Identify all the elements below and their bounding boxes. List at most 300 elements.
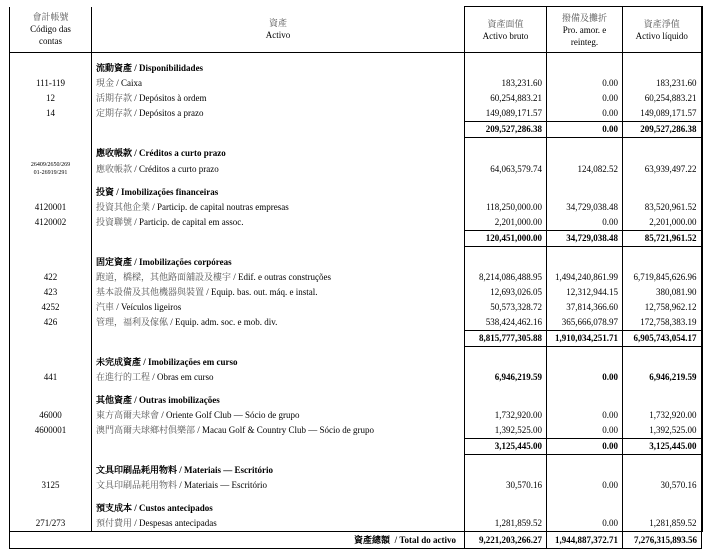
empty-cell <box>92 177 465 185</box>
account-code: 4600001 <box>10 423 92 439</box>
empty-cell <box>623 247 702 256</box>
empty-cell <box>623 347 702 356</box>
total-label-pt: Total do activo <box>399 534 456 545</box>
table-row <box>10 161 702 177</box>
empty-cell <box>92 331 465 347</box>
separator: / <box>114 78 122 88</box>
empty-cell <box>92 53 465 62</box>
subtotal-row <box>10 331 702 347</box>
empty-cell <box>465 355 547 370</box>
empty-cell <box>623 146 702 161</box>
subtotal-gross: 3,125,445.00 <box>465 439 547 455</box>
amortization-value: 1,494,240,861.99 <box>547 270 623 285</box>
empty-cell <box>623 493 702 501</box>
description-cn: 文具印刷品耗用物料 <box>96 480 178 490</box>
amortization-value: 37,814,366.60 <box>547 300 623 315</box>
total-label: 資產總額 / Total do activo <box>10 532 465 549</box>
description-cn: 投資聯號 <box>96 217 133 228</box>
subtotal-row <box>10 439 702 455</box>
separator: / <box>177 465 185 475</box>
subtotal-gross: 120,451,000.00 <box>465 231 547 247</box>
empty-cell <box>465 463 547 478</box>
spacer-row <box>10 347 702 356</box>
header-gross-cn: 資產面值 <box>487 18 524 29</box>
subtotal-gross: 209,527,286.38 <box>465 122 547 138</box>
empty-cell <box>623 393 702 408</box>
header-code-cn: 會計帳號 <box>32 12 69 23</box>
empty-cell <box>10 53 92 62</box>
subtotal-net: 209,527,286.38 <box>623 122 702 138</box>
empty-cell <box>92 247 465 256</box>
subtotal-amortization: 1,910,034,251.71 <box>547 331 623 347</box>
amortization-value: 12,312,944.15 <box>547 285 623 300</box>
section-title-row <box>10 255 702 270</box>
subtotal-amortization: 34,729,038.48 <box>547 231 623 247</box>
header-asset-pt: Activo <box>265 30 291 41</box>
account-description <box>92 200 465 215</box>
account-code: 12 <box>10 91 92 106</box>
gross-value: 2,201,000.00 <box>465 215 547 231</box>
spacer-row <box>10 177 702 185</box>
account-description <box>92 76 465 91</box>
header-net-cn: 資產淨值 <box>643 18 680 29</box>
separator: / <box>132 148 140 158</box>
account-code: 111-119 <box>10 76 92 91</box>
section-title <box>92 146 465 161</box>
empty-cell <box>10 231 92 247</box>
account-code: 4252 <box>10 300 92 315</box>
section-title <box>92 393 465 408</box>
section-title-cn: 其他資產 <box>96 395 133 405</box>
account-code <box>10 161 92 177</box>
subtotal-row <box>10 231 702 247</box>
section-title <box>92 501 465 516</box>
account-code: 422 <box>10 270 92 285</box>
empty-cell <box>547 385 623 393</box>
description-pt: Macau Golf & Country Club — Sócio de grupo <box>202 425 375 436</box>
header-account-code <box>10 7 92 53</box>
description-cn: 在進行的工程 <box>96 372 151 382</box>
header-net <box>623 7 702 53</box>
table-row <box>10 270 702 285</box>
subtotal-net: 3,125,445.00 <box>623 439 702 455</box>
separator: / <box>204 287 212 297</box>
net-value: 1,281,859.52 <box>623 516 702 532</box>
description-pt: Particip. de capital em assoc. <box>139 217 244 228</box>
table-row <box>10 423 702 439</box>
account-description <box>92 161 465 177</box>
empty-cell <box>10 355 92 370</box>
empty-cell <box>465 501 547 516</box>
separator: / <box>177 480 185 490</box>
description-pt: Equip. adm. soc. e mob. div. <box>175 317 278 328</box>
description-pt: Veículos ligeiros <box>121 302 182 312</box>
empty-cell <box>10 439 92 455</box>
account-description <box>92 215 465 231</box>
description-cn: 管理，福利及傢俬 <box>96 317 169 328</box>
gross-value: 183,231.60 <box>465 76 547 91</box>
section-title-pt: Disponibilidades <box>139 63 204 73</box>
account-description <box>92 423 465 439</box>
net-value: 149,089,171.57 <box>623 106 702 122</box>
table-row <box>10 315 702 331</box>
separator: / <box>150 202 158 212</box>
separator: / <box>150 372 158 382</box>
spacer-row <box>10 385 702 393</box>
amortization-value: 0.00 <box>547 408 623 423</box>
table-row <box>10 408 702 423</box>
description-pt: Obras em curso <box>157 372 214 382</box>
empty-cell <box>465 455 547 464</box>
description-cn: 基本設備及其他機器與裝置 <box>96 287 205 297</box>
section-title <box>92 355 465 370</box>
section-title-row <box>10 355 702 370</box>
spacer-row <box>10 247 702 256</box>
total-amortization: 1,944,887,372.71 <box>547 532 623 549</box>
account-description <box>92 478 465 493</box>
empty-cell <box>10 61 92 76</box>
description-pt: Edif. e outras construções <box>238 272 332 282</box>
empty-cell <box>623 455 702 464</box>
gross-value: 64,063,579.74 <box>465 161 547 177</box>
empty-cell <box>465 185 547 200</box>
account-code-line2: 01-26919/291 <box>33 170 68 176</box>
empty-cell <box>547 393 623 408</box>
amortization-value: 0.00 <box>547 370 623 385</box>
amortization-value: 0.00 <box>547 76 623 91</box>
empty-cell <box>547 347 623 356</box>
section-title-pt: Custos antecipados <box>139 503 213 513</box>
header-asset <box>92 7 465 53</box>
net-value: 183,231.60 <box>623 76 702 91</box>
table-body <box>10 53 702 532</box>
balance-sheet-assets <box>9 6 701 545</box>
account-code: 3125 <box>10 478 92 493</box>
empty-cell <box>10 493 92 501</box>
total-net: 7,276,315,893.56 <box>623 532 702 549</box>
amortization-value: 0.00 <box>547 106 623 122</box>
spacer-row <box>10 455 702 464</box>
net-value: 12,758,962.12 <box>623 300 702 315</box>
account-description <box>92 315 465 331</box>
separator: / <box>132 93 140 103</box>
empty-cell <box>10 185 92 200</box>
empty-cell <box>10 255 92 270</box>
account-code: 46000 <box>10 408 92 423</box>
account-code: 271/273 <box>10 516 92 532</box>
empty-cell <box>92 347 465 356</box>
empty-cell <box>547 61 623 76</box>
empty-cell <box>92 455 465 464</box>
section-title <box>92 185 465 200</box>
section-title <box>92 61 465 76</box>
empty-cell <box>92 231 465 247</box>
header-amor-pt1: Pro. amor. e <box>562 24 607 35</box>
empty-cell <box>10 247 92 256</box>
account-description <box>92 408 465 423</box>
net-value: 60,254,883.21 <box>623 91 702 106</box>
empty-cell <box>10 393 92 408</box>
section-title <box>92 463 465 478</box>
spacer-row <box>10 493 702 501</box>
net-value: 30,570.16 <box>623 478 702 493</box>
separator: / <box>132 257 140 267</box>
description-cn: 汽車 <box>96 302 115 312</box>
section-title-cn: 應收帳款 <box>96 148 133 158</box>
gross-value: 50,573,328.72 <box>465 300 547 315</box>
gross-value: 8,214,086,488.95 <box>465 270 547 285</box>
empty-cell <box>547 355 623 370</box>
separator: / <box>132 217 140 228</box>
empty-cell <box>10 146 92 161</box>
description-cn: 東方高爾夫球會 <box>96 410 160 420</box>
empty-cell <box>547 247 623 256</box>
description-cn: 定期存款 <box>96 108 133 119</box>
header-amortization <box>547 7 623 53</box>
table-row <box>10 106 702 122</box>
section-title-cn: 投資 <box>96 187 115 197</box>
description-cn: 預付費用 <box>96 518 133 528</box>
section-title-pt: Materiais — Escritório <box>184 465 274 475</box>
empty-cell <box>623 355 702 370</box>
gross-value: 12,693,026.05 <box>465 285 547 300</box>
empty-cell <box>465 385 547 393</box>
amortization-value: 34,729,038.48 <box>547 200 623 215</box>
spacer-row <box>10 138 702 147</box>
description-cn: 活期存款 <box>96 93 133 103</box>
empty-cell <box>465 347 547 356</box>
account-code: 423 <box>10 285 92 300</box>
separator: / <box>159 410 167 420</box>
table-row <box>10 300 702 315</box>
separator: / <box>114 187 122 197</box>
section-title <box>92 255 465 270</box>
total-label-cn: 資產總額 <box>354 534 391 545</box>
empty-cell <box>10 455 92 464</box>
total-row <box>10 532 702 549</box>
empty-cell <box>465 146 547 161</box>
table-header-row <box>10 7 702 53</box>
net-value: 1,392,525.00 <box>623 423 702 439</box>
description-cn: 現金 <box>96 78 115 88</box>
empty-cell <box>10 347 92 356</box>
gross-value: 149,089,171.57 <box>465 106 547 122</box>
subtotal-amortization: 0.00 <box>547 122 623 138</box>
amortization-value: 0.00 <box>547 478 623 493</box>
description-pt: Créditos a curto prazo <box>139 163 219 174</box>
empty-cell <box>10 331 92 347</box>
description-pt: Oriente Golf Club — Sócio de grupo <box>166 410 300 420</box>
description-pt: Caixa <box>121 78 143 88</box>
header-net-pt: Activo líquido <box>635 30 688 41</box>
description-cn: 跑道，橋樑，其他路面舖設及樓宇 <box>96 272 232 282</box>
account-code: 426 <box>10 315 92 331</box>
header-code-pt1: Código das <box>30 24 71 35</box>
account-description <box>92 300 465 315</box>
empty-cell <box>92 385 465 393</box>
empty-cell <box>465 177 547 185</box>
net-value: 83,520,961.52 <box>623 200 702 215</box>
section-title-cn: 預支成本 <box>96 503 133 513</box>
net-value: 172,758,383.19 <box>623 315 702 331</box>
empty-cell <box>547 493 623 501</box>
table-row <box>10 478 702 493</box>
section-title-cn: 文具印刷品耗用物料 <box>96 465 178 475</box>
account-code: 441 <box>10 370 92 385</box>
account-description <box>92 370 465 385</box>
assets-table <box>9 6 703 549</box>
net-value: 6,719,845,626.96 <box>623 270 702 285</box>
empty-cell <box>10 385 92 393</box>
gross-value: 6,946,219.59 <box>465 370 547 385</box>
section-title-row <box>10 146 702 161</box>
subtotal-net: 6,905,743,054.17 <box>623 331 702 347</box>
empty-cell <box>547 255 623 270</box>
section-title-pt: Créditos a curto prazo <box>139 148 226 158</box>
section-title-row <box>10 185 702 200</box>
empty-cell <box>547 53 623 62</box>
section-title-pt: Imobilizações financeiras <box>121 187 219 197</box>
gross-value: 60,254,883.21 <box>465 91 547 106</box>
amortization-value: 0.00 <box>547 215 623 231</box>
empty-cell <box>623 53 702 62</box>
separator: / <box>168 317 176 328</box>
gross-value: 30,570.16 <box>465 478 547 493</box>
empty-cell <box>465 493 547 501</box>
header-asset-cn: 資產 <box>268 18 287 29</box>
empty-cell <box>623 185 702 200</box>
empty-cell <box>10 138 92 147</box>
amortization-value: 0.00 <box>547 423 623 439</box>
table-row <box>10 200 702 215</box>
account-code: 4120002 <box>10 215 92 231</box>
separator: / <box>132 63 140 73</box>
header-code-pt2: contas <box>39 36 62 47</box>
section-title-row <box>10 463 702 478</box>
empty-cell <box>547 455 623 464</box>
description-cn: 投資其他企業 <box>96 202 151 212</box>
empty-cell <box>10 122 92 138</box>
empty-cell <box>465 393 547 408</box>
empty-cell <box>547 177 623 185</box>
empty-cell <box>465 247 547 256</box>
empty-cell <box>92 122 465 138</box>
empty-cell <box>465 53 547 62</box>
section-title-pt: Imobilizações em curso <box>148 357 238 367</box>
amortization-value: 0.00 <box>547 516 623 532</box>
empty-cell <box>547 501 623 516</box>
table-row <box>10 370 702 385</box>
section-title-pt: Imobilizações corpóreas <box>139 257 232 267</box>
table-row <box>10 76 702 91</box>
separator: / <box>114 302 122 312</box>
subtotal-amortization: 0.00 <box>547 439 623 455</box>
amortization-value: 0.00 <box>547 91 623 106</box>
empty-cell <box>547 463 623 478</box>
description-pt: Despesas antecipadas <box>139 518 217 528</box>
empty-cell <box>547 138 623 147</box>
description-pt: Materiais — Escritório <box>184 480 268 490</box>
description-pt: Equip. bas. out. máq. e instal. <box>211 287 318 297</box>
subtotal-net: 85,721,961.52 <box>623 231 702 247</box>
account-description <box>92 91 465 106</box>
empty-cell <box>547 185 623 200</box>
gross-value: 1,392,525.00 <box>465 423 547 439</box>
empty-cell <box>623 177 702 185</box>
header-amor-cn: 撥備及攤折 <box>561 12 607 23</box>
empty-cell <box>10 463 92 478</box>
empty-cell <box>623 255 702 270</box>
empty-cell <box>465 61 547 76</box>
gross-value: 1,281,859.52 <box>465 516 547 532</box>
description-cn: 澳門高爾夫球鄉村俱樂部 <box>96 425 196 436</box>
table-row <box>10 91 702 106</box>
empty-cell <box>10 177 92 185</box>
description-pt: Particip. de capital noutras empresas <box>157 202 289 212</box>
gross-value: 1,732,920.00 <box>465 408 547 423</box>
separator: / <box>141 357 149 367</box>
description-pt: Depósitos à ordem <box>139 93 207 103</box>
total-gross: 9,221,203,266.27 <box>465 532 547 549</box>
net-value: 6,946,219.59 <box>623 370 702 385</box>
separator: / <box>132 163 140 174</box>
empty-cell <box>623 385 702 393</box>
header-amor-pt2: reinteg. <box>570 36 599 47</box>
amortization-value: 124,082.52 <box>547 161 623 177</box>
separator: / <box>132 518 140 528</box>
separator: / <box>132 395 140 405</box>
empty-cell <box>92 138 465 147</box>
subtotal-gross: 8,815,777,305.88 <box>465 331 547 347</box>
empty-cell <box>465 255 547 270</box>
gross-value: 118,250,000.00 <box>465 200 547 215</box>
header-gross <box>465 7 547 53</box>
separator: / <box>195 425 203 436</box>
section-title-cn: 流動資產 <box>96 63 133 73</box>
account-description <box>92 285 465 300</box>
section-title-row <box>10 393 702 408</box>
net-value: 63,939,497.22 <box>623 161 702 177</box>
section-title-pt: Outras imobilizações <box>139 395 220 405</box>
account-description <box>92 106 465 122</box>
empty-cell <box>10 501 92 516</box>
empty-cell <box>623 501 702 516</box>
net-value: 2,201,000.00 <box>623 215 702 231</box>
subtotal-row <box>10 122 702 138</box>
header-gross-pt: Activo bruto <box>482 30 529 41</box>
account-code-line1: 26409/2650/269 <box>30 162 71 168</box>
separator: / <box>132 503 140 513</box>
table-row <box>10 215 702 231</box>
spacer-row <box>10 53 702 62</box>
empty-cell <box>623 138 702 147</box>
section-title-row <box>10 501 702 516</box>
net-value: 380,081.90 <box>623 285 702 300</box>
empty-cell <box>547 146 623 161</box>
empty-cell <box>465 138 547 147</box>
section-title-cn: 固定資產 <box>96 257 133 267</box>
empty-cell <box>623 463 702 478</box>
table-row <box>10 285 702 300</box>
section-title-cn: 未完成資產 <box>96 357 142 367</box>
description-cn: 應收帳款 <box>96 163 133 174</box>
account-code: 4120001 <box>10 200 92 215</box>
separator: / <box>132 108 140 119</box>
section-title-row <box>10 61 702 76</box>
description-pt: Depósitos a prazo <box>139 108 204 119</box>
gross-value: 538,424,462.16 <box>465 315 547 331</box>
empty-cell <box>92 439 465 455</box>
